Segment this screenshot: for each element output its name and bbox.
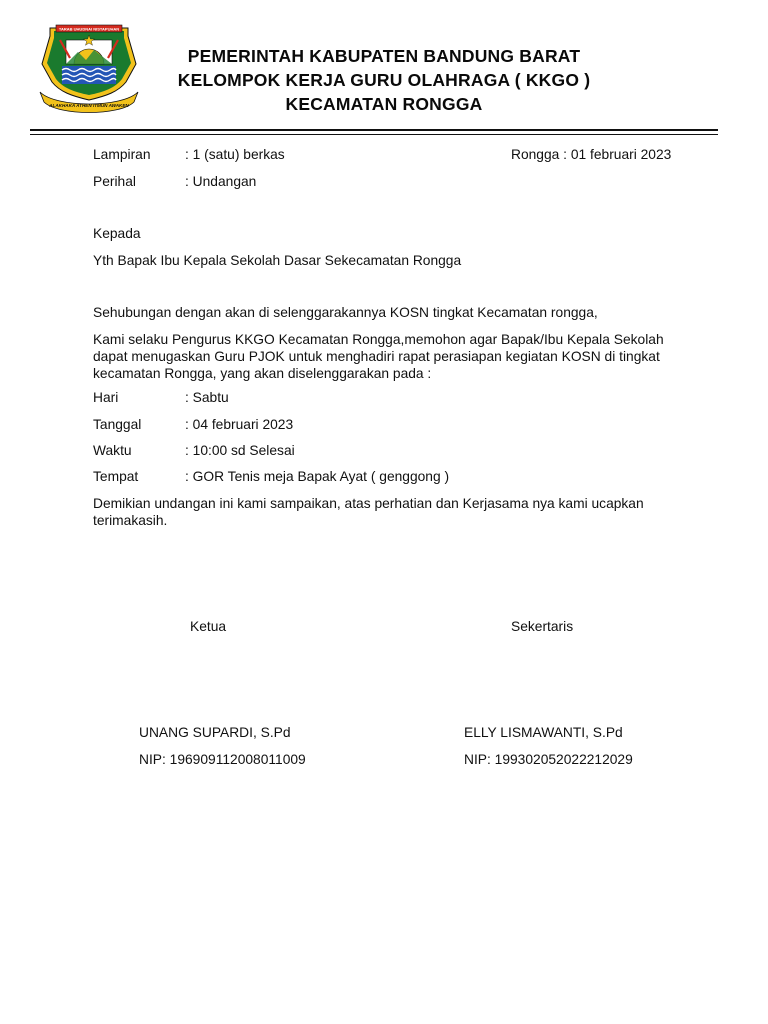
detail-label-tanggal: Tanggal xyxy=(93,417,142,432)
paragraph-request: Kami selaku Pengurus KKGO Kecamatan Rongga,memohon agar Bapak/Ibu Kepala Sekolah dapat menugaskan Guru PJOK untuk menghadiri rapat perasiapan kegiatan KOSN di tingkat kecamatan Rongga, yang akan diselenggarakan pada : xyxy=(93,332,664,381)
letterhead-line-3: KECAMATAN RONGGA xyxy=(285,94,483,114)
logo-top-text: TARAB UHUDNAI NISTAPUHAN xyxy=(58,26,120,32)
detail-value-hari: : Sabtu xyxy=(185,390,229,405)
recipient: Yth Bapak Ibu Kepala Sekolah Dasar Sekecamatan Rongga xyxy=(93,253,462,268)
kepada-label: Kepada xyxy=(93,226,141,241)
letterhead-line-2: KELOMPOK KERJA GURU OLAHRAGA ( KKGO ) xyxy=(177,70,591,90)
detail-value-waktu: : 10:00 sd Selesai xyxy=(185,443,295,458)
lampiran-value: : 1 (satu) berkas xyxy=(185,147,285,162)
signature-name-right: ELLY LISMAWANTI, S.Pd xyxy=(464,725,623,740)
regency-emblem-logo xyxy=(36,22,142,116)
signature-role-left: Ketua xyxy=(190,619,227,634)
paragraph-intro: Sehubungan dengan akan di selenggarakannya KOSN tingkat Kecamatan rongga, xyxy=(93,305,598,320)
letterhead-divider-thin xyxy=(30,134,718,135)
lampiran-label: Lampiran xyxy=(93,147,151,162)
signature-nip-left: NIP: 196909112008011009 xyxy=(139,752,306,767)
letterhead-line-1: PEMERINTAH KABUPATEN BANDUNG BARAT xyxy=(187,46,581,66)
detail-label-tempat: Tempat xyxy=(93,469,139,484)
logo-bottom-text: ALAKHAKA ATHEN ITMUN AWAKEN xyxy=(49,103,129,108)
signature-name-left: UNANG SUPARDI, S.Pd xyxy=(139,725,291,740)
detail-label-waktu: Waktu xyxy=(93,443,132,458)
letterhead-title xyxy=(150,44,618,116)
perihal-label: Perihal xyxy=(93,174,136,189)
signature-role-right: Sekertaris xyxy=(511,619,574,634)
detail-value-tempat: : GOR Tenis meja Bapak Ayat ( genggong ) xyxy=(185,469,450,484)
signature-nip-right: NIP: 199302052022212029 xyxy=(464,752,633,767)
paragraph-closing: Demikian undangan ini kami sampaikan, atas perhatian dan Kerjasama nya kami ucapkan terimakasih. xyxy=(93,496,644,528)
detail-label-hari: Hari xyxy=(93,390,119,405)
letterhead-divider-thick xyxy=(30,129,718,131)
perihal-value: : Undangan xyxy=(185,174,257,189)
place-date: Rongga : 01 februari 2023 xyxy=(511,147,672,162)
detail-value-tanggal: : 04 februari 2023 xyxy=(185,417,294,432)
